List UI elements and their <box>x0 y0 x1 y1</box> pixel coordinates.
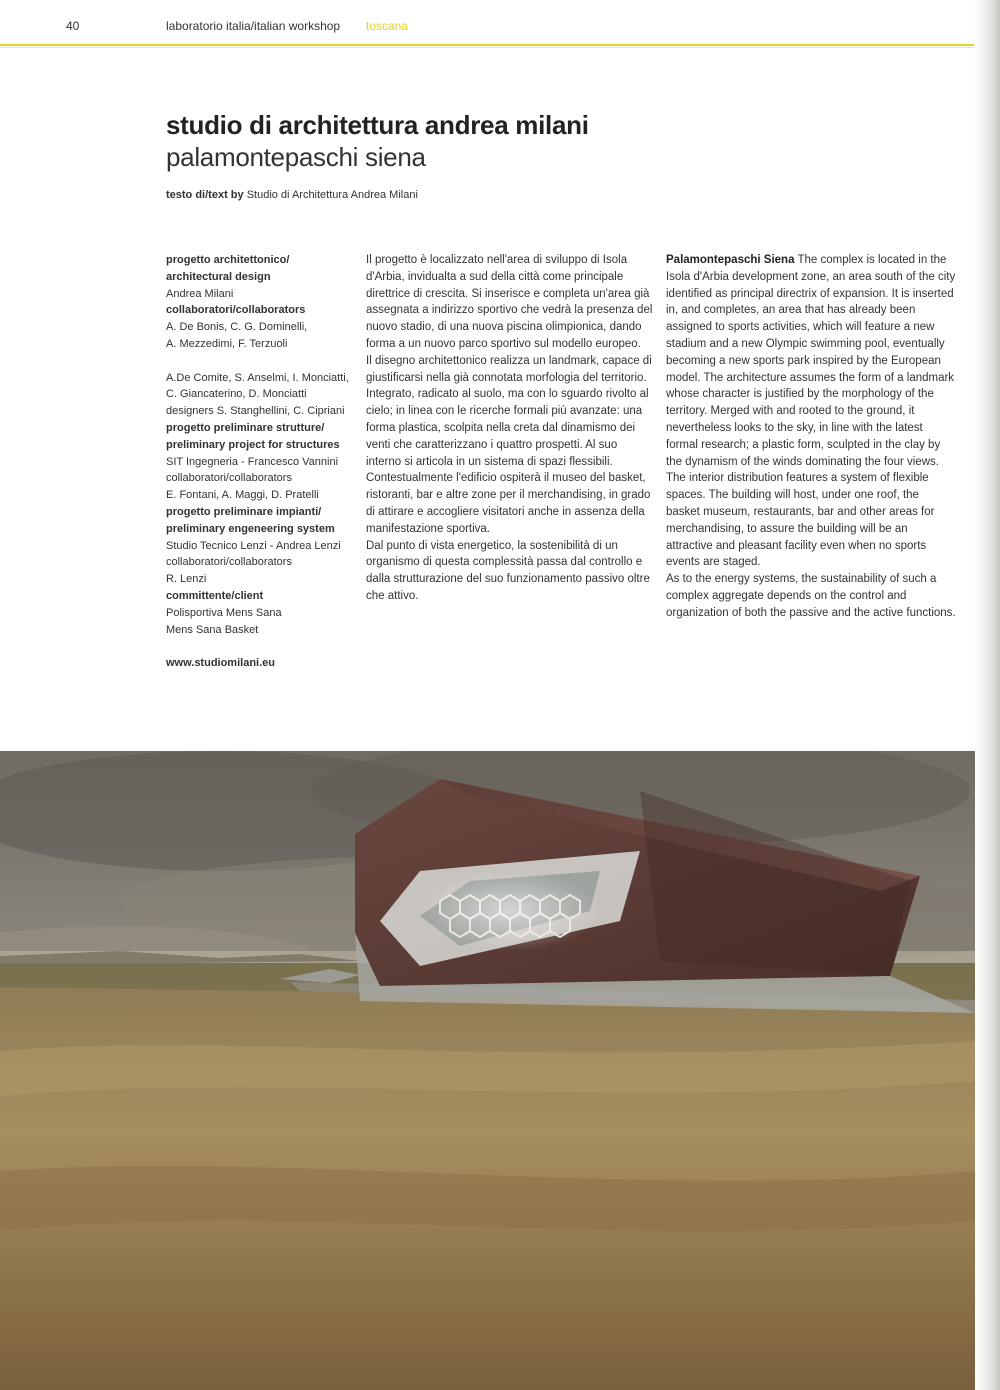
building-rendering <box>0 751 975 1390</box>
rendering-illustration <box>0 751 975 1390</box>
credit-label: architectural design <box>166 270 271 283</box>
article-title: studio di architettura andrea milani <box>166 110 589 140</box>
article-subtitle: palamontepaschi siena <box>166 142 426 172</box>
english-paragraph <box>666 252 956 571</box>
english-text-column <box>666 252 956 622</box>
running-header <box>0 0 1000 50</box>
header-rule <box>0 44 975 46</box>
byline <box>166 189 418 201</box>
italian-text-column <box>366 252 654 605</box>
credit-label: progetto architettonico/ <box>166 254 290 266</box>
byline-author: Studio di Architettura Andrea Milani <box>246 189 418 201</box>
credit-name: E. Fontani, A. Maggi, D. Pratelli <box>166 489 319 502</box>
series-title: laboratorio italia/italian workshop <box>166 19 341 33</box>
credit-name: Andrea Milani <box>166 287 234 300</box>
english-lead: Palamontepaschi Siena <box>666 254 795 266</box>
italian-paragraph: Il disegno architettonico realizza un landmark, capace di giustificarsi nella già connotata morfologia del territorio. Integrato, radicato al suolo, ma con lo sguardo rivolto al cielo; in linea con le ricerche formali più avanzate: una forma plastica, scolpita nella creta dal dinamismo dei venti che caratterizzano i quattro prospetti. Al suo interno si articola in un sistema di spazi flessibili. Contestualmente l'edificio ospiterà il museo del basket, ristoranti, bar e altre zone per il merchandising, in grado di attirare e accogliere visitatori anche in assenza della manifestazione sportiva. <box>366 354 652 535</box>
credit-name: collaboratori/collaborators <box>166 472 292 485</box>
credit-name: A. De Bonis, C. G. Dominelli, <box>166 321 308 334</box>
credit-name: R. Lenzi <box>166 573 207 586</box>
credit-name: A. Mezzedimi, F. Terzuoli <box>166 337 288 350</box>
english-body: The complex is located in the Isola d'Arbia development zone, an area south of the city identified as principal directrix of expansion. It is inserted in, and completes, an area that has already been assigned to sports activities, which will feature a new stadium and a new Olympic swimming pool, eventually becoming a new sports park inspired by the European model. The architecture assumes the form of a landmark whose character is justified by the morphology of the territory. Merged with and rooted to the ground, it nevertheless looks to the sky, in line with the latest formal research; a plastic form, sculpted in the clay by the dynamism of the winds dominating the four views. The interior distribution features a system of flexible spaces. The building will host, under one roof, the basket museum, restaurants, bar and other areas for merchandising, to assure the building will be an attractive and pleasant facility even when no sports events are staged. <box>666 254 956 569</box>
credit-label: progetto preliminare impianti/ <box>166 505 322 518</box>
section-label: toscana <box>366 19 409 33</box>
italian-paragraph: Il progetto è localizzato nell'area di sviluppo di Isola d'Arbia, invidualta a sud della città come principale direttrice di crescita. Si inserisce e completa un'area già assegnata a indirizzo sportivo che vedrà la presenza del nuovo stadio, di una nuova piscina olimpionica, dando forma a un nuovo parco sportivo sul modello europeo. <box>366 254 653 350</box>
byline-label: testo di/text by <box>166 189 244 201</box>
header-rule-secondary <box>0 47 975 48</box>
project-credits <box>166 252 356 638</box>
interior-light <box>420 871 600 951</box>
credit-spacer <box>166 353 356 370</box>
english-paragraph: As to the energy systems, the sustainability of such a complex aggregate depends on the control and organization of both the passive and the active functions. <box>666 573 956 619</box>
credit-label: preliminary project for structures <box>166 438 340 451</box>
credit-label: progetto preliminare strutture/ <box>166 421 325 434</box>
credit-label: collaboratori/collaborators <box>166 304 306 317</box>
italian-paragraph: Dal punto di vista energetico, la sostenibilità di un organismo di questa complessità passa dal controllo e dalla strutturazione del suo funzionamento passivo oltre che attivo. <box>366 539 650 602</box>
page-number: 40 <box>66 19 80 33</box>
credit-name: SIT Ingegneria - Francesco Vannini <box>166 455 339 468</box>
credit-name: Studio Tecnico Lenzi - Andrea Lenzi <box>166 539 341 552</box>
credit-name: designers S. Stanghellini, C. Cipriani <box>166 405 345 418</box>
credit-name: Polisportiva Mens Sana <box>166 606 282 619</box>
credit-name: collaboratori/collaborators <box>166 556 292 569</box>
credit-label: committente/client <box>166 589 264 602</box>
page-gutter-shadow <box>974 0 1000 1390</box>
credit-label: preliminary engeneering system <box>166 522 335 535</box>
credit-name: A.De Comite, S. Anselmi, I. Monciatti, <box>166 371 349 384</box>
credit-name: C. Giancaterino, D. Monciatti <box>166 388 307 401</box>
credit-name: Mens Sana Basket <box>166 623 259 636</box>
website-link[interactable]: www.studiomilani.eu <box>166 657 275 669</box>
